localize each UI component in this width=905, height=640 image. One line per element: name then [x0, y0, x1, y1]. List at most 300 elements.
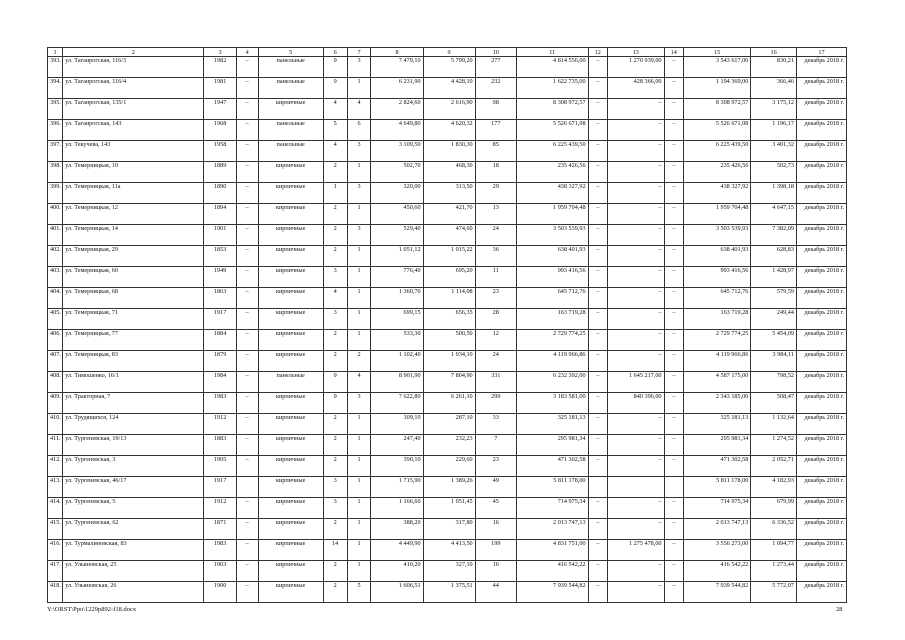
table-cell: 1 959 704,48	[684, 204, 751, 225]
table-cell: 1947	[204, 99, 237, 120]
table-cell: 1	[347, 204, 371, 225]
table-cell: –	[588, 141, 608, 162]
table-cell: 1883	[204, 435, 237, 456]
table-cell: –	[236, 57, 258, 78]
table-cell: 3 183 581,00	[516, 393, 588, 414]
table-cell: 1 132,64	[751, 414, 797, 435]
table-cell: декабрь 2018 г.	[796, 435, 846, 456]
table-cell: –	[588, 414, 608, 435]
table-cell: 1 959 704,48	[516, 204, 588, 225]
table-cell: –	[608, 519, 664, 540]
table-cell: 412.	[48, 456, 63, 477]
table-cell: 1 166,60	[371, 498, 423, 519]
register-table-container	[47, 47, 847, 603]
table-cell: 163 719,28	[516, 309, 588, 330]
table-cell: 1 015,22	[423, 246, 475, 267]
table-cell: –	[664, 57, 684, 78]
table-cell: 390,10	[371, 456, 423, 477]
table-cell: 3 503 539,93	[684, 225, 751, 246]
table-cell: –	[236, 540, 258, 561]
table-cell: –	[664, 99, 684, 120]
table-cell: 1 830,30	[423, 141, 475, 162]
table-cell: ул. Тургеневская, 5	[63, 498, 204, 519]
table-cell: декабрь 2018 г.	[796, 351, 846, 372]
table-cell: 1958	[204, 141, 237, 162]
table-cell: –	[588, 393, 608, 414]
table-cell: ул. Таганрогская, 135/1	[63, 99, 204, 120]
column-header-cell: 7	[347, 48, 371, 57]
table-cell: кирпичные	[258, 267, 323, 288]
table-cell: –	[236, 351, 258, 372]
table-cell: 1 194 369,00	[684, 78, 751, 99]
table-cell: 1917	[204, 309, 237, 330]
table-cell: –	[664, 225, 684, 246]
table-cell: 3 109,50	[371, 141, 423, 162]
table-cell: декабрь 2018 г.	[796, 183, 846, 204]
column-header-cell: 3	[204, 48, 237, 57]
table-row	[48, 99, 847, 120]
table-cell: декабрь 2018 г.	[796, 99, 846, 120]
table-cell: 3	[347, 393, 371, 414]
table-cell: 500,50	[423, 330, 475, 351]
table-cell: 1917	[204, 477, 237, 498]
table-cell: панельные	[258, 120, 323, 141]
table-cell: –	[608, 414, 664, 435]
table-cell: –	[588, 267, 608, 288]
table-cell: 1	[347, 414, 371, 435]
page-number: 28	[836, 606, 843, 613]
table-cell: 3	[323, 309, 347, 330]
table-cell: 2 729 774,25	[516, 330, 588, 351]
table-cell: –	[664, 456, 684, 477]
table-cell: 399.	[48, 183, 63, 204]
table-cell: –	[236, 519, 258, 540]
table-cell: –	[664, 246, 684, 267]
table-cell: 1	[347, 162, 371, 183]
table-cell: 421,70	[423, 204, 475, 225]
table-cell: 1 273,44	[751, 561, 797, 582]
table-cell: 7 939 544,82	[516, 582, 588, 603]
table-cell: 416 542,22	[516, 561, 588, 582]
table-cell: 4	[323, 99, 347, 120]
table-cell: 1871	[204, 519, 237, 540]
column-header-cell: 11	[516, 48, 588, 57]
table-cell: –	[236, 582, 258, 603]
table-cell: 396.	[48, 120, 63, 141]
table-cell: декабрь 2018 г.	[796, 582, 846, 603]
table-cell: –	[588, 330, 608, 351]
table-cell: 4 119 966,86	[516, 351, 588, 372]
table-cell: –	[588, 288, 608, 309]
table-cell: ул. Тургеневская, 46/17	[63, 477, 204, 498]
table-cell: –	[236, 330, 258, 351]
table-cell: кирпичные	[258, 498, 323, 519]
table-cell: 1 398,18	[751, 183, 797, 204]
table-cell: –	[608, 141, 664, 162]
table-cell: –	[664, 519, 684, 540]
table-cell: декабрь 2018 г.	[796, 225, 846, 246]
table-cell: декабрь 2018 г.	[796, 477, 846, 498]
table-cell: 400.	[48, 204, 63, 225]
table-cell: 2	[323, 330, 347, 351]
table-cell: ул. Таганрогская, 116/3	[63, 57, 204, 78]
table-cell: декабрь 2018 г.	[796, 561, 846, 582]
table-cell: 405.	[48, 309, 63, 330]
table-cell: 4	[323, 141, 347, 162]
table-cell: 404.	[48, 288, 63, 309]
table-cell: 401.	[48, 225, 63, 246]
table-cell: –	[588, 162, 608, 183]
column-header-cell: 15	[684, 48, 751, 57]
table-cell: 1 114,08	[423, 288, 475, 309]
table-cell: 628,83	[751, 246, 797, 267]
table-cell: –	[608, 456, 664, 477]
table-cell: 232	[475, 78, 516, 99]
table-cell: 1879	[204, 351, 237, 372]
table-cell: 287,10	[423, 414, 475, 435]
table-cell: кирпичные	[258, 414, 323, 435]
table-cell: 11	[475, 267, 516, 288]
table-row	[48, 582, 847, 603]
table-cell: 413.	[48, 477, 63, 498]
table-cell: 277	[475, 57, 516, 78]
table-cell: 417.	[48, 561, 63, 582]
table-cell: 4 182,93	[751, 477, 797, 498]
table-cell: 1 715,90	[371, 477, 423, 498]
table-cell: панельные	[258, 57, 323, 78]
table-cell: 468,30	[423, 162, 475, 183]
table-cell: –	[608, 246, 664, 267]
table-cell: 1 102,40	[371, 351, 423, 372]
table-cell: –	[664, 162, 684, 183]
table-row	[48, 414, 847, 435]
table-cell: 5 526 671,08	[684, 120, 751, 141]
table-cell: ул. Тимошенко, 16/1	[63, 372, 204, 393]
table-cell: –	[664, 141, 684, 162]
table-cell: –	[664, 393, 684, 414]
table-cell: 5 526 671,08	[516, 120, 588, 141]
table-cell: 24	[475, 225, 516, 246]
column-header-cell: 16	[751, 48, 797, 57]
table-cell: 393.	[48, 57, 63, 78]
table-cell: 2	[323, 246, 347, 267]
table-row	[48, 519, 847, 540]
table-cell: –	[608, 582, 664, 603]
table-cell: 8 308 972,57	[516, 99, 588, 120]
table-cell: 235 426,56	[684, 162, 751, 183]
table-cell: 1903	[204, 561, 237, 582]
table-cell: декабрь 2018 г.	[796, 414, 846, 435]
table-cell: 5	[323, 120, 347, 141]
table-cell: 28	[475, 309, 516, 330]
table-cell: кирпичные	[258, 477, 323, 498]
table-cell: 415.	[48, 519, 63, 540]
table-cell: 679,99	[751, 498, 797, 519]
table-cell: –	[588, 225, 608, 246]
table-cell: 638 401,93	[684, 246, 751, 267]
table-cell: 471 302,58	[684, 456, 751, 477]
table-cell: –	[664, 414, 684, 435]
table-cell: 5 811 178,00	[516, 477, 588, 498]
table-cell: 7 939 544,82	[684, 582, 751, 603]
table-row	[48, 393, 847, 414]
table-cell: –	[608, 288, 664, 309]
table-cell: 3 503 539,93	[516, 225, 588, 246]
table-cell: 98	[475, 99, 516, 120]
table-cell: 2 729 774,25	[684, 330, 751, 351]
table-cell: 1	[347, 246, 371, 267]
table-cell: ул. Темерницкая, 11а	[63, 183, 204, 204]
table-cell: 409.	[48, 393, 63, 414]
table-cell: 49	[475, 477, 516, 498]
table-cell: 229,60	[423, 456, 475, 477]
table-cell: декабрь 2018 г.	[796, 267, 846, 288]
table-cell: –	[664, 204, 684, 225]
table-cell: 428 366,00	[608, 78, 664, 99]
table-cell: ул. Ульяновская, 26	[63, 582, 204, 603]
table-cell: ул. Турмалиновская, 83	[63, 540, 204, 561]
table-cell: 1912	[204, 414, 237, 435]
table-cell: 414.	[48, 498, 63, 519]
table-cell: –	[588, 435, 608, 456]
table-cell: ул. Ульяновская, 25	[63, 561, 204, 582]
table-cell: 993 416,56	[684, 267, 751, 288]
table-cell: 1 428,97	[751, 267, 797, 288]
table-cell: –	[664, 267, 684, 288]
table-cell: 3	[323, 498, 347, 519]
table-cell: 44	[475, 582, 516, 603]
table-cell: –	[236, 456, 258, 477]
table-cell: 5 811 178,00	[684, 477, 751, 498]
table-cell: –	[588, 498, 608, 519]
table-cell: 3 543 617,00	[684, 57, 751, 78]
table-cell: 699,15	[371, 309, 423, 330]
table-cell: 1901	[204, 225, 237, 246]
table-cell: –	[236, 225, 258, 246]
table-cell: –	[236, 246, 258, 267]
table-cell: 1	[347, 519, 371, 540]
table-cell: ул. Темерницкая, 68	[63, 288, 204, 309]
table-row	[48, 120, 847, 141]
table-cell	[664, 477, 684, 498]
table-cell: 5 772,07	[751, 582, 797, 603]
table-cell	[588, 477, 608, 498]
table-cell: 327,10	[423, 561, 475, 582]
table-cell: ул. Трудящихся, 124	[63, 414, 204, 435]
table-cell: 4 449,90	[371, 540, 423, 561]
table-cell: 18	[475, 162, 516, 183]
table-cell: 695,20	[423, 267, 475, 288]
table-cell: 295 981,34	[684, 435, 751, 456]
table-cell: –	[664, 540, 684, 561]
table-cell: 295 981,34	[516, 435, 588, 456]
table-cell: 438 327,92	[516, 183, 588, 204]
table-cell: 8 901,90	[371, 372, 423, 393]
table-cell: 502,70	[371, 162, 423, 183]
table-row	[48, 477, 847, 498]
table-cell: 1 375,51	[423, 582, 475, 603]
table-cell: декабрь 2018 г.	[796, 330, 846, 351]
document-path: Y:\ORST\Ppo\1229p892-f18.docx	[47, 606, 137, 613]
table-cell: 1 051,45	[423, 498, 475, 519]
table-cell: 3	[347, 225, 371, 246]
register-table	[47, 47, 847, 603]
table-cell: –	[236, 183, 258, 204]
table-cell: 1 034,10	[423, 351, 475, 372]
table-cell: 4 587 175,00	[684, 372, 751, 393]
table-cell: 6	[347, 120, 371, 141]
table-row	[48, 498, 847, 519]
table-cell: 7 382,09	[751, 225, 797, 246]
table-cell: –	[608, 162, 664, 183]
table-cell: декабрь 2018 г.	[796, 393, 846, 414]
table-cell: ул. Темерницкая, 10	[63, 162, 204, 183]
table-cell: ул. Тракторная, 7	[63, 393, 204, 414]
table-cell: 406.	[48, 330, 63, 351]
table-cell: 533,30	[371, 330, 423, 351]
table-row	[48, 267, 847, 288]
table-cell: 395.	[48, 99, 63, 120]
table-cell: 579,59	[751, 288, 797, 309]
table-cell: кирпичные	[258, 351, 323, 372]
table-cell: 9	[323, 393, 347, 414]
table-cell: кирпичные	[258, 288, 323, 309]
column-header-cell: 14	[664, 48, 684, 57]
table-cell: 1 622 735,00	[516, 78, 588, 99]
table-cell: 309,10	[371, 414, 423, 435]
table-cell: 2 013 747,13	[516, 519, 588, 540]
table-row	[48, 540, 847, 561]
column-header-cell: 6	[323, 48, 347, 57]
table-cell: –	[608, 99, 664, 120]
table-cell: 199	[475, 540, 516, 561]
table-cell: 9	[323, 372, 347, 393]
table-cell: кирпичные	[258, 393, 323, 414]
table-cell	[236, 477, 258, 498]
table-cell: 45	[475, 498, 516, 519]
table-cell: ул. Тургеневская, 3	[63, 456, 204, 477]
table-cell: кирпичные	[258, 225, 323, 246]
table-cell: 1968	[204, 120, 237, 141]
table-cell: –	[236, 267, 258, 288]
table-cell: 408.	[48, 372, 63, 393]
table-cell: 2	[323, 456, 347, 477]
table-cell: ул. Темерницкая, 71	[63, 309, 204, 330]
table-cell: 4 413,50	[423, 540, 475, 561]
table-cell: 4 647,15	[751, 204, 797, 225]
column-header-cell: 13	[608, 48, 664, 57]
table-row	[48, 330, 847, 351]
table-cell: кирпичные	[258, 330, 323, 351]
table-cell: 1889	[204, 162, 237, 183]
table-cell: 2	[323, 162, 347, 183]
table-cell: 6 231,90	[371, 78, 423, 99]
table-cell: декабрь 2018 г.	[796, 246, 846, 267]
table-row	[48, 141, 847, 162]
table-cell: ул. Текучева, 143	[63, 141, 204, 162]
table-cell: 1983	[204, 540, 237, 561]
table-cell: 714 975,34	[516, 498, 588, 519]
table-cell: панельные	[258, 141, 323, 162]
table-cell: 471 302,58	[516, 456, 588, 477]
table-cell: 403.	[48, 267, 63, 288]
table-row	[48, 225, 847, 246]
table-cell: 177	[475, 120, 516, 141]
table-cell: 232,23	[423, 435, 475, 456]
table-cell: кирпичные	[258, 204, 323, 225]
table-cell: 1 051,12	[371, 246, 423, 267]
table-row	[48, 288, 847, 309]
table-cell: декабрь 2018 г.	[796, 456, 846, 477]
table-cell: 33	[475, 414, 516, 435]
table-cell: 249,44	[751, 309, 797, 330]
table-row	[48, 183, 847, 204]
table-cell: 1 360,70	[371, 288, 423, 309]
table-cell: 1 196,17	[751, 120, 797, 141]
table-cell: 7	[475, 435, 516, 456]
table-cell: 3	[323, 477, 347, 498]
table-cell: –	[664, 582, 684, 603]
table-cell: –	[608, 183, 664, 204]
table-cell: кирпичные	[258, 183, 323, 204]
table-cell: –	[664, 435, 684, 456]
table-cell: 1 606,51	[371, 582, 423, 603]
table-row	[48, 309, 847, 330]
table-cell: –	[236, 99, 258, 120]
table-cell: 1912	[204, 498, 237, 519]
table-cell: 1981	[204, 78, 237, 99]
table-cell: 325 181,13	[516, 414, 588, 435]
table-cell: 993 416,56	[516, 267, 588, 288]
table-cell: –	[608, 309, 664, 330]
table-cell: 1 645 217,00	[608, 372, 664, 393]
table-cell: 4	[323, 288, 347, 309]
column-header-cell: 17	[796, 48, 846, 57]
table-cell: 1	[347, 78, 371, 99]
table-cell: 2	[323, 561, 347, 582]
table-cell: 398.	[48, 162, 63, 183]
table-cell: 16	[475, 519, 516, 540]
table-cell: 16	[475, 561, 516, 582]
table-cell: 1894	[204, 204, 237, 225]
table-cell: –	[608, 330, 664, 351]
table-cell	[608, 477, 664, 498]
table-cell: –	[664, 561, 684, 582]
table-cell: 12	[475, 330, 516, 351]
table-cell: 388,20	[371, 519, 423, 540]
table-cell: –	[588, 519, 608, 540]
table-cell: –	[236, 141, 258, 162]
table-cell: 36	[475, 246, 516, 267]
table-cell: 529,40	[371, 225, 423, 246]
table-cell: 6 336,52	[751, 519, 797, 540]
table-cell: 402.	[48, 246, 63, 267]
table-cell: –	[608, 225, 664, 246]
table-cell: –	[236, 372, 258, 393]
table-cell: –	[608, 561, 664, 582]
table-cell: декабрь 2018 г.	[796, 120, 846, 141]
table-row	[48, 435, 847, 456]
table-cell: 1 270 939,00	[608, 57, 664, 78]
table-cell: ул. Таганрогская, 116/4	[63, 78, 204, 99]
table-cell: –	[236, 204, 258, 225]
table-cell: 3	[323, 267, 347, 288]
table-cell: 325 181,13	[684, 414, 751, 435]
table-cell: –	[588, 120, 608, 141]
table-cell: 1	[347, 561, 371, 582]
table-cell: 2	[323, 519, 347, 540]
table-cell: 29	[475, 183, 516, 204]
